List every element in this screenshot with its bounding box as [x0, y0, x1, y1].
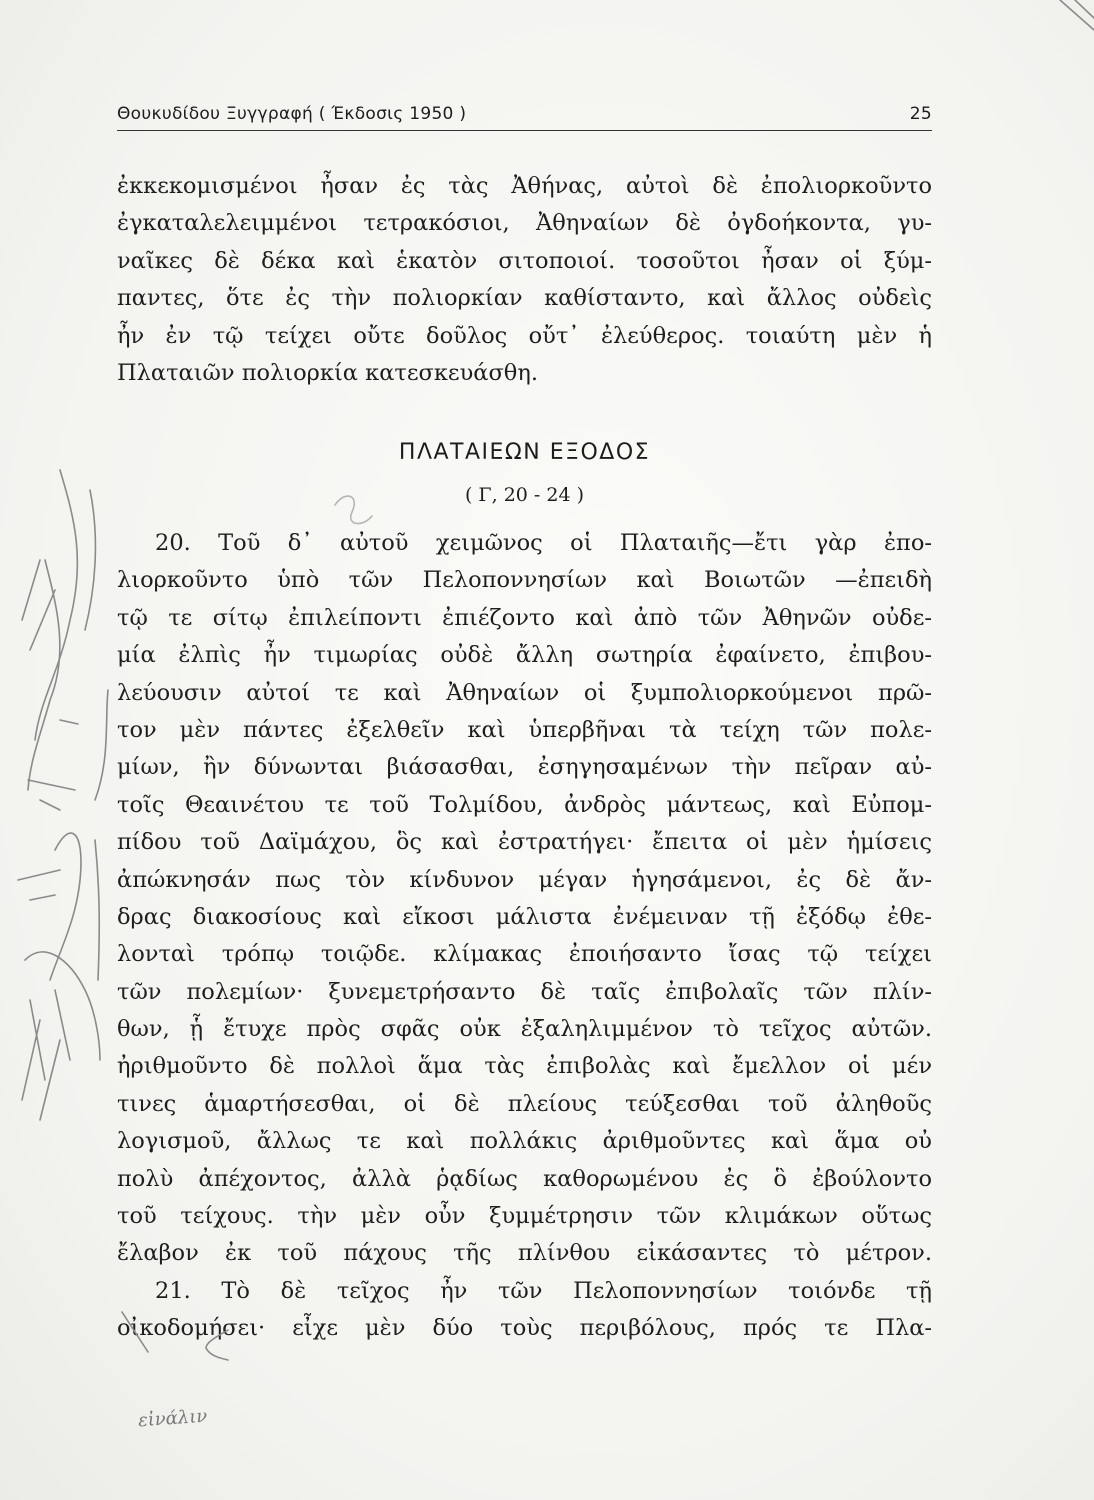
text-line: 20. Τοῦ δ᾽ αὐτοῦ χειμῶνος οἱ Πλαταιῆς—ἔτι γὰρ ἐπο- — [155, 530, 932, 556]
text-line: τῶν πολεμίων· ξυνεμετρήσαντο δὲ ταῖς ἐπιβολαῖς τῶν πλίν- — [117, 978, 932, 1005]
text-line: λογισμοῦ, ἄλλως τε καὶ πολλάκις ἀριθμοῦντες καὶ ἅμα οὐ — [117, 1128, 932, 1155]
corner-fold-line — [1060, 0, 1094, 30]
margin-scribble — [35, 470, 77, 740]
margin-scribble — [95, 690, 108, 800]
text-line: ἔλαβον ἐκ τοῦ πάχους τῆς πλίνθου εἰκάσαντες τὸ μέτρον. — [117, 1240, 932, 1267]
text-line: δρας διακοσίους καὶ εἴκοσι μάλιστα ἐνέμειναν τῇ ἐξόδῳ ἐθε- — [117, 903, 932, 930]
margin-scribble — [60, 720, 78, 724]
margin-scribble — [22, 1020, 60, 1120]
corner-fold-line — [1075, 0, 1094, 18]
text-line: ναῖκες δὲ δέκα καὶ ἑκατὸν σιτοποιοί. τοσοῦτοι ἦσαν οἱ ξύμ- — [117, 247, 932, 274]
section-reference: ( Γ, 20 - 24 ) — [464, 484, 585, 506]
text-line: τῷ τε σίτῳ ἐπιλείποντι ἐπιέζοντο καὶ ἀπὸ τῶν Ἀθηνῶν οὐδε- — [117, 604, 932, 631]
running-head — [117, 104, 932, 131]
text-line: μία ἐλπὶς ἦν τιμωρίας οὐδὲ ἄλλη σωτηρία ἐφαίνετο, ἐπιβου- — [117, 642, 932, 669]
paragraph-2 — [117, 525, 932, 1348]
margin-scribble — [40, 800, 60, 810]
text-line: τον μὲν πάντες ἐξελθεῖν καὶ ὑπερβῆναι τὰ τείχη τῶν πολε- — [117, 716, 932, 743]
margin-scribble — [22, 560, 55, 650]
margin-scribble — [18, 870, 60, 900]
text-line: μίων, ἢν δύνωνται βιάσασθαι, ἐσηγησαμένων τὴν πεῖραν αὐ- — [117, 754, 932, 781]
handwritten-note: εἰνάλιν — [137, 1405, 208, 1432]
margin-scribble — [28, 780, 75, 790]
text-line: πίδου τοῦ Δαϊμάχου, ὃς καὶ ἐστρατήγει· ἔπειτα οἱ μὲν ἡμίσεις — [117, 829, 932, 856]
text-line: ἀπώκνησάν πως τὸν κίνδυνον μέγαν ἡγησάμενοι, ἐς δὲ ἄν- — [117, 866, 932, 893]
text-line: ἐγκαταλελειμμένοι τετρακόσιοι, Ἀθηναίων δὲ ὀγδοήκοντα, γυ- — [117, 210, 932, 237]
margin-scribble — [50, 833, 81, 980]
margin-scribble — [30, 990, 70, 1080]
text-line: Πλαταιῶν πολιορκία κατεσκευάσθη. — [117, 359, 538, 386]
running-head-title: Θουκυδίδου Ξυγγραφή ( Έκδοσις 1950 ) — [117, 104, 467, 124]
text-line: πολὺ ἀπέχοντος, ἀλλὰ ῥᾳδίως καθορωμένου ἐς ὃ ἐβούλοντο — [117, 1165, 932, 1192]
text-line: λεύουσιν αὐτοί τε καὶ Ἀθηναίων οἱ ξυμπολιορκούμενοι πρῶ- — [117, 679, 932, 706]
section-heading: ΠΛΑΤΑΙΕΩΝ ΕΞΟΔΟΣ — [398, 440, 651, 465]
paragraph-1 — [117, 168, 932, 392]
page-number: 25 — [909, 104, 932, 124]
text-line: θων, ᾗ ἔτυχε πρὸς σφᾶς οὐκ ἐξαληλιμμένον τὸ τεῖχος αὐτῶν. — [117, 1016, 932, 1043]
text-line: τοῦ τείχους. τὴν μὲν οὖν ξυμμέτρησιν τῶν κλιμάκων οὕτως — [117, 1203, 932, 1230]
text-line: τοῖς Θεαινέτου τε τοῦ Τολμίδου, ἀνδρὸς μάντεως, καὶ Εὐπομ- — [117, 791, 932, 818]
text-line: οἰκοδομήσει· εἶχε μὲν δύο τοὺς περιβόλους, πρός τε Πλα- — [117, 1315, 932, 1342]
text-line: ἦν ἐν τῷ τείχει οὔτε δοῦλος οὔτ᾽ ἐλεύθερος. τοιαύτη μὲν ἡ — [117, 322, 932, 349]
text-line: λιορκοῦντο ὑπὸ τῶν Πελοποννησίων καὶ Βοιωτῶν —ἐπειδὴ — [117, 567, 932, 594]
text-line: παντες, ὅτε ἐς τὴν πολιορκίαν καθίσταντο, καὶ ἄλλος οὐδεὶς — [117, 285, 932, 312]
text-line: τινες ἁμαρτήσεσθαι, οἱ δὲ πλείους τεύξεσθαι τοῦ ἀληθοῦς — [117, 1090, 932, 1117]
text-line: 21. Τὸ δὲ τεῖχος ἦν τῶν Πελοποννησίων τοιόνδε τῇ — [155, 1277, 932, 1304]
margin-scribble — [25, 952, 100, 1060]
text-line: ἐκκεκομισμένοι ἦσαν ἐς τὰς Ἀθήνας, αὐτοὶ δὲ ἐπολιορκοῦντο — [117, 173, 932, 199]
margin-scribble — [85, 490, 95, 630]
text-line: λονταὶ τρόπῳ τοιῷδε. κλίμακας ἐποιήσαντο ἴσας τῷ τείχει — [117, 941, 932, 968]
margin-scribble — [28, 560, 60, 790]
text-line: ἠριθμοῦντο δὲ πολλοὶ ἅμα τὰς ἐπιβολὰς καὶ ἔμελλον οἱ μέν — [117, 1053, 932, 1080]
margin-scribble — [95, 840, 99, 980]
